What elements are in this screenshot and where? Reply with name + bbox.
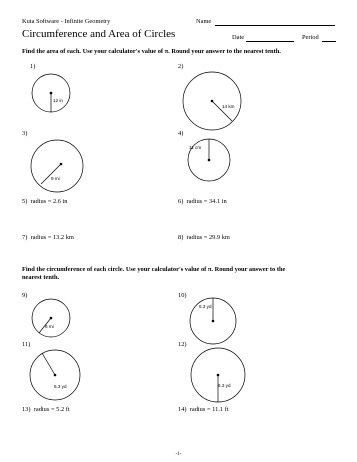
problem-12-number: 12)	[178, 341, 187, 348]
problem-6	[178, 198, 227, 205]
problem-10-circle	[185, 296, 241, 346]
problem-1-circle	[29, 71, 73, 115]
problem-8	[178, 234, 230, 241]
problem-4-number: 4)	[178, 130, 184, 137]
problem-11-circle	[28, 348, 82, 402]
name-field[interactable]	[215, 25, 335, 26]
section2-instructions-line1: Find the circumference of each circle. Use your calculator's value of π. Round your answer to the	[22, 266, 286, 273]
section2-instructions-line2: nearest tenth.	[22, 274, 60, 281]
problem-13	[22, 406, 70, 413]
problem-6-text: radius = 34.1 in	[186, 198, 227, 205]
problem-1-number: 1)	[30, 63, 36, 70]
problem-5-number: 5)	[22, 198, 28, 205]
problem-14-text: radius = 11.1 ft	[189, 406, 229, 413]
problem-2-circle	[181, 70, 243, 132]
problem-10-label: 6.3 yd	[199, 304, 212, 309]
page-title: Circumference and Area of Circles	[22, 28, 176, 40]
problem-1-label: 12 in	[53, 98, 63, 103]
problem-14-number: 14)	[178, 406, 187, 413]
problem-6-number: 6)	[178, 198, 184, 205]
problem-7-text: radius = 13.2 km	[30, 234, 74, 241]
problem-8-text: radius = 29.9 km	[186, 234, 230, 241]
problem-2-label: 14 km	[222, 104, 235, 109]
problem-8-number: 8)	[178, 234, 184, 241]
problem-12-circle	[189, 346, 247, 404]
page-number: -1-	[175, 452, 182, 457]
period-label: Period	[302, 34, 319, 41]
problem-7-number: 7)	[22, 234, 28, 241]
date-field[interactable]	[246, 41, 294, 42]
problem-12-label: 6.3 yd	[218, 383, 231, 388]
problem-5	[22, 198, 68, 205]
problem-3-number: 3)	[22, 130, 28, 137]
problem-9-number: 9)	[22, 292, 28, 299]
problem-14	[178, 406, 229, 413]
problem-4-label: 11 cm	[189, 145, 202, 150]
problem-10-number: 10)	[178, 292, 187, 299]
name-label: Name	[196, 18, 212, 25]
problem-9-label: 6 mi	[45, 324, 54, 329]
problem-4-circle	[186, 137, 232, 183]
date-label: Date	[232, 34, 245, 41]
problem-2-number: 2)	[178, 63, 184, 70]
problem-11-label: 6.3 yd	[54, 384, 67, 389]
section1-instructions: Find the area of each. Use your calculator's value of π. Round your answer to the nearest tenth.	[22, 48, 281, 55]
problem-13-number: 13)	[22, 406, 31, 413]
publisher-label: Kuta Software - Infinite Geometry	[22, 18, 111, 25]
problem-5-text: radius = 2.6 in	[30, 198, 68, 205]
problem-11-number: 11)	[22, 341, 31, 348]
problem-13-text: radius = 5.2 ft	[33, 406, 70, 413]
period-field[interactable]	[322, 41, 336, 42]
problem-3-label: 9 mi	[51, 176, 60, 181]
problem-3-circle	[29, 138, 85, 194]
problem-9-circle	[30, 297, 72, 339]
problem-7	[22, 234, 74, 241]
